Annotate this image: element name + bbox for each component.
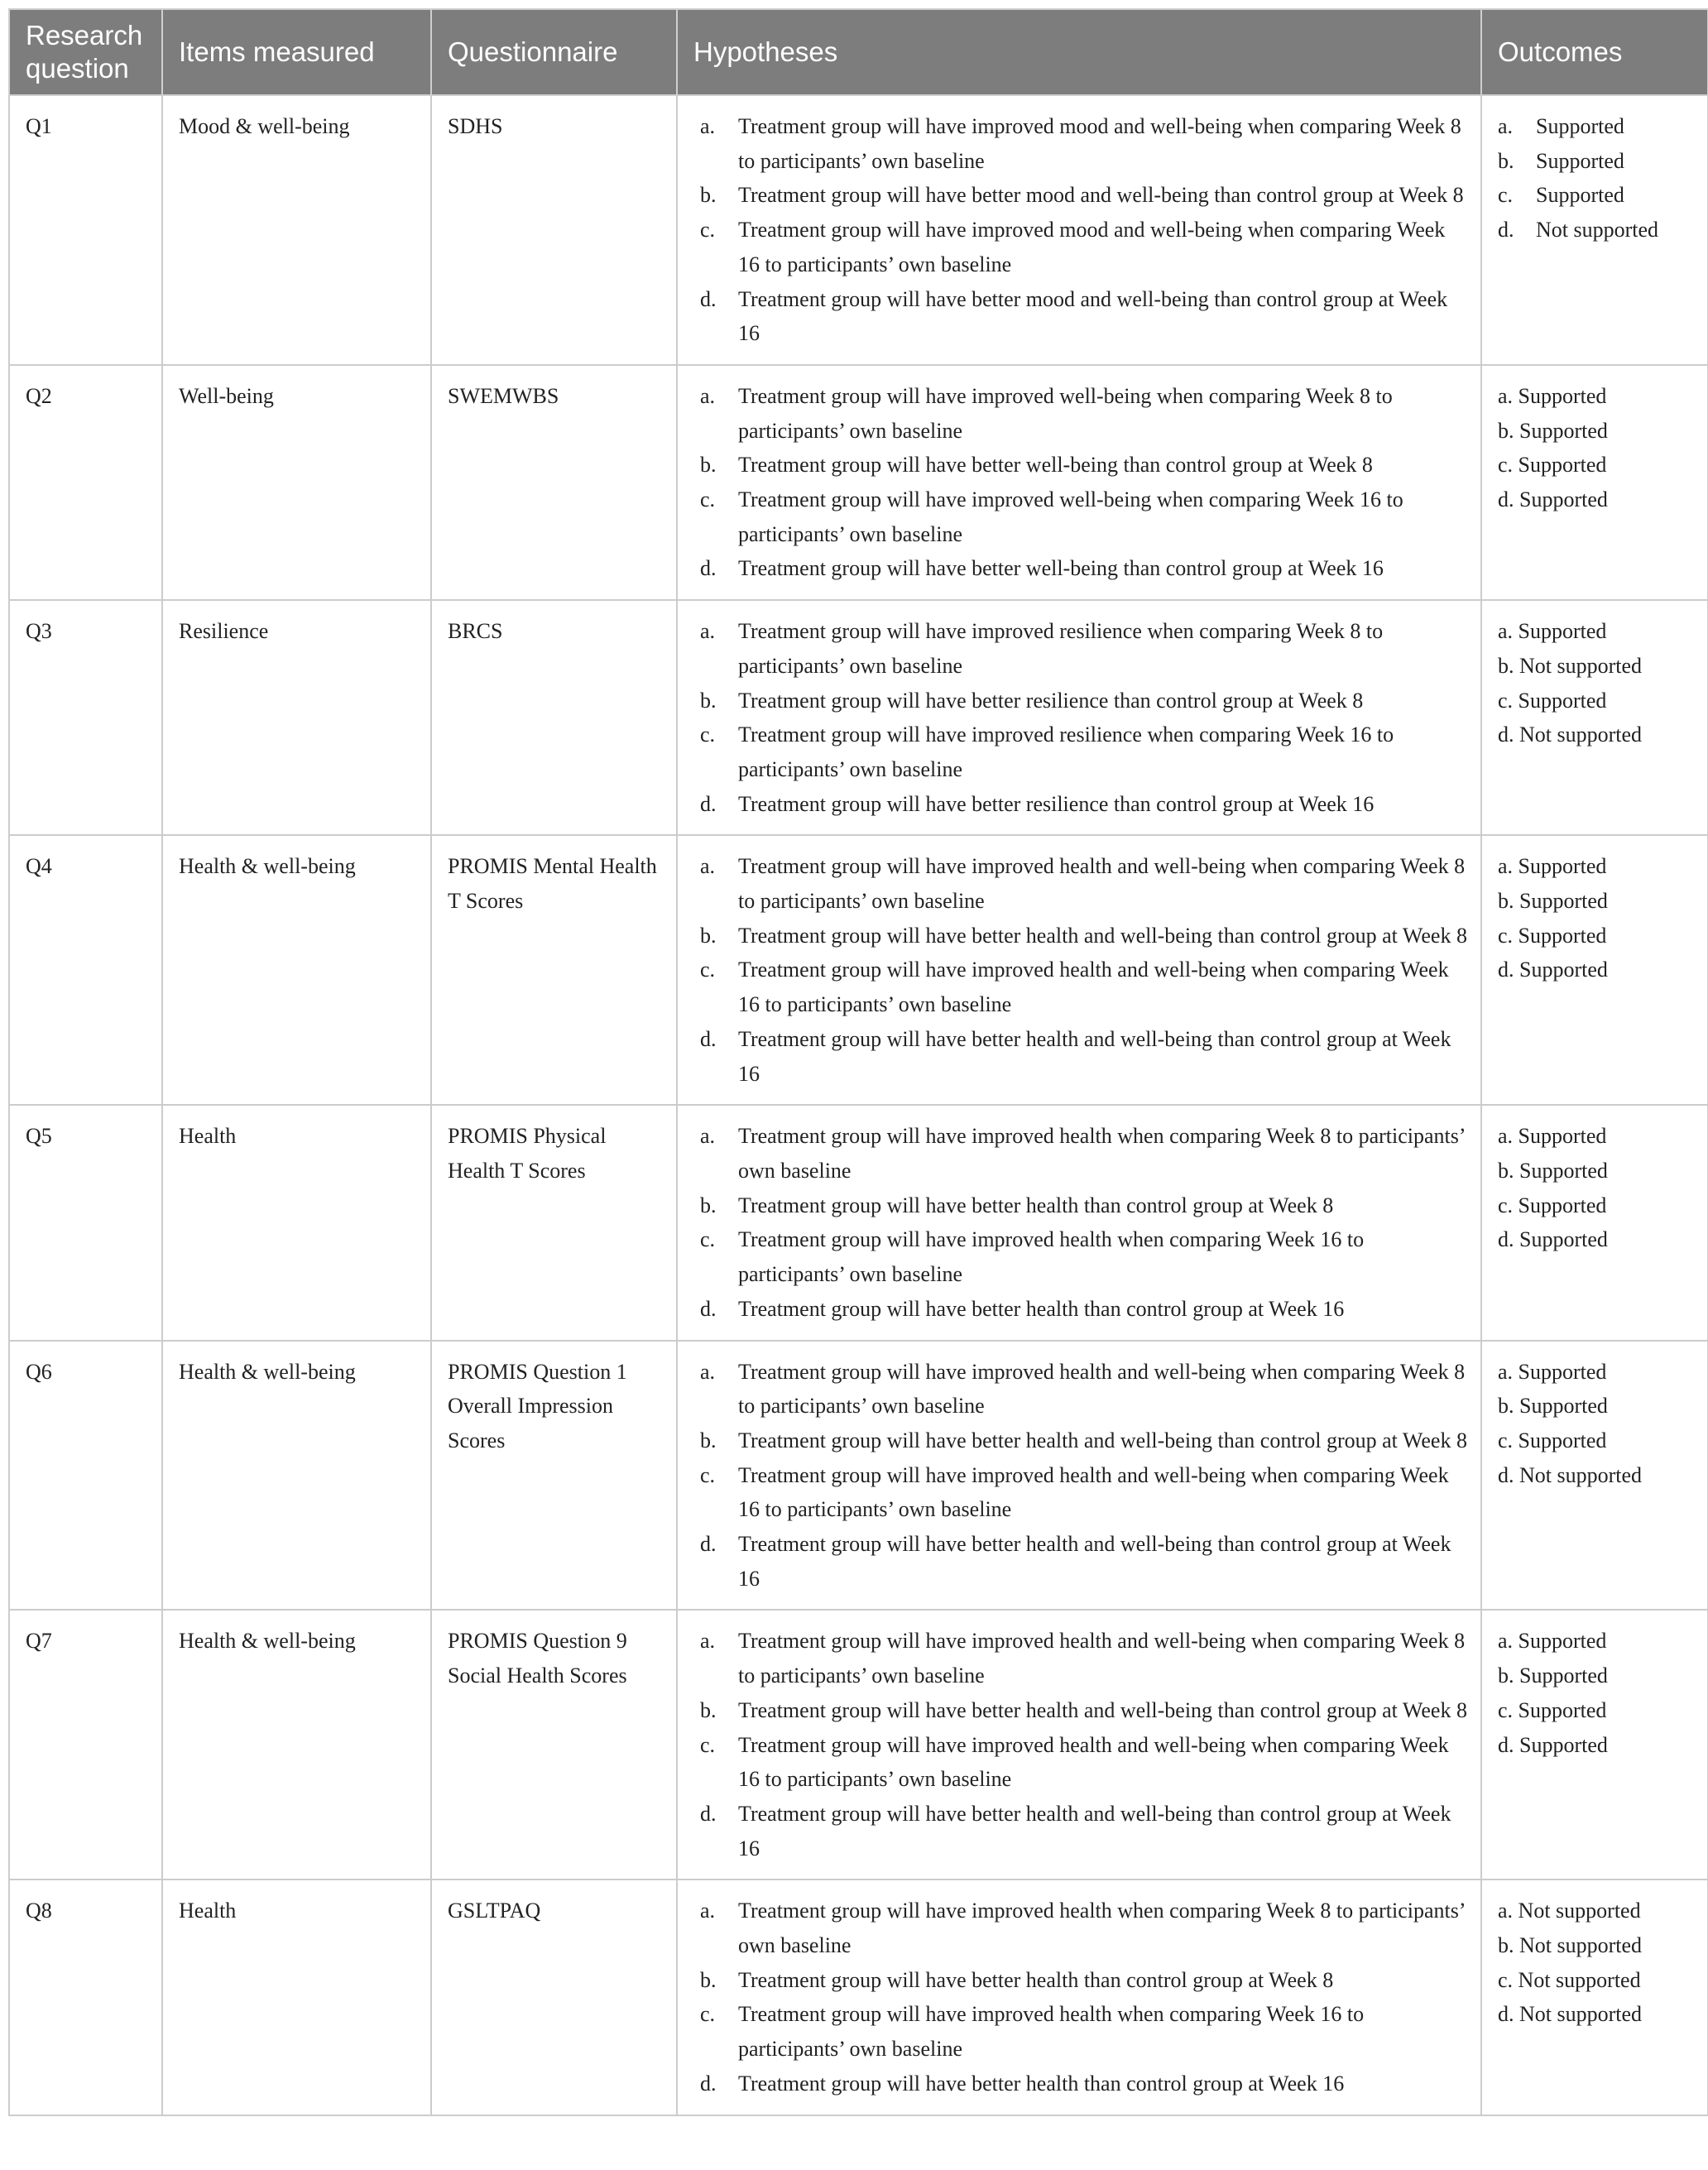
outcome-letter: a. <box>1498 1629 1514 1654</box>
hypothesis-letter: b. <box>700 1428 717 1452</box>
hypothesis-text: Treatment group will have better health than control group at Week 8 <box>738 1193 1334 1217</box>
hypothesis-letter: b. <box>700 923 717 948</box>
outcome-text: Not supported <box>1519 1462 1643 1487</box>
items-measured-cell: Health <box>162 1880 431 2115</box>
header-items-measured: Items measured <box>162 9 431 95</box>
outcome-letter: b. <box>1498 1664 1514 1688</box>
hypothesis-item <box>700 1355 1469 1423</box>
hypothesis-item <box>700 1894 1469 1962</box>
questionnaire-cell: PROMIS Physical Health T Scores <box>431 1105 677 1340</box>
outcome-letter: d. <box>1498 1227 1514 1252</box>
items-measured-cell: Mood & well-being <box>162 95 431 365</box>
table-row <box>9 95 1708 365</box>
outcome-item <box>1498 1423 1701 1458</box>
items-measured-cell: Health & well-being <box>162 835 431 1105</box>
hypothesis-text: Treatment group will have better well-being than control group at Week 16 <box>738 556 1384 581</box>
hypothesis-item <box>700 1292 1469 1327</box>
outcome-letter: c. <box>1498 1428 1514 1452</box>
outcome-text: Not supported <box>1519 723 1643 747</box>
hypothesis-text: Treatment group will have improved health and well-being when comparing Week 16 to participants’ own baseline <box>738 1732 1449 1792</box>
hypothesis-letter: b. <box>700 1967 717 1992</box>
table-row <box>9 1880 1708 2115</box>
outcome-item <box>1498 1389 1701 1423</box>
outcome-text: Supported <box>1519 418 1608 443</box>
hypothesis-letter: a. <box>700 1899 716 1923</box>
outcome-letter: d. <box>1498 218 1514 242</box>
outcome-letter: d. <box>1498 2002 1514 2027</box>
outcome-text: Supported <box>1518 1697 1607 1722</box>
outcomes-cell <box>1481 600 1708 835</box>
hypothesis-item <box>700 1693 1469 1728</box>
research-question-cell: Q1 <box>9 95 162 365</box>
hypothesis-item <box>700 684 1469 718</box>
questionnaire-cell: SWEMWBS <box>431 365 677 600</box>
hypothesis-letter: d. <box>700 1296 717 1321</box>
outcome-text: Not supported <box>1519 2002 1643 2027</box>
outcome-letter: c. <box>1498 688 1514 713</box>
hypotheses-cell <box>677 365 1481 600</box>
outcome-letter: c. <box>1498 1697 1514 1722</box>
hypothesis-item <box>700 1188 1469 1223</box>
hypothesis-text: Treatment group will have better health and well-being than control group at Week 16 <box>738 1801 1451 1860</box>
outcomes-cell <box>1481 1341 1708 1611</box>
table-row <box>9 365 1708 600</box>
hypotheses-cell <box>677 1105 1481 1340</box>
outcome-text: Supported <box>1518 1428 1607 1452</box>
outcome-letter: b. <box>1498 418 1514 443</box>
hypothesis-letter: d. <box>700 1801 717 1826</box>
outcome-letter: b. <box>1498 1933 1514 1958</box>
items-measured-cell: Well-being <box>162 365 431 600</box>
outcome-text: Supported <box>1518 453 1607 478</box>
outcomes-cell <box>1481 1880 1708 2115</box>
outcomes-cell <box>1481 365 1708 600</box>
outcome-item <box>1498 1997 1701 2032</box>
hypothesis-text: Treatment group will have better resilience than control group at Week 8 <box>738 688 1364 713</box>
hypothesis-item <box>700 849 1469 918</box>
hypothesis-item <box>700 1119 1469 1188</box>
questionnaire-cell: GSLTPAQ <box>431 1880 677 2115</box>
outcome-item <box>1498 482 1701 517</box>
outcome-letter: b. <box>1498 148 1514 173</box>
outcome-text: Supported <box>1518 383 1607 408</box>
research-question-cell: Q4 <box>9 835 162 1105</box>
header-outcomes: Outcomes <box>1481 9 1708 95</box>
research-question-cell: Q2 <box>9 365 162 600</box>
hypothesis-item <box>700 482 1469 551</box>
outcome-letter: b. <box>1498 1158 1514 1183</box>
hypotheses-cell <box>677 1880 1481 2115</box>
hypothesis-text: Treatment group will have improved well-being when comparing Week 16 to participants’ own baseline <box>738 487 1403 546</box>
outcome-text: Supported <box>1518 1193 1607 1217</box>
outcome-letter: a. <box>1498 1899 1514 1923</box>
outcome-letter: a. <box>1498 619 1514 644</box>
hypothesis-letter: a. <box>700 383 716 408</box>
hypothesis-text: Treatment group will have better health and well-being than control group at Week 16 <box>738 1532 1451 1591</box>
hypothesis-text: Treatment group will have better health than control group at Week 16 <box>738 2071 1345 2096</box>
items-measured-cell: Health & well-being <box>162 1610 431 1880</box>
hypothesis-text: Treatment group will have improved health and well-being when comparing Week 8 to participants’ own baseline <box>738 1359 1466 1419</box>
hypothesis-text: Treatment group will have improved health and well-being when comparing Week 8 to participants’ own baseline <box>738 854 1466 914</box>
hypotheses-cell <box>677 1610 1481 1880</box>
outcome-item <box>1498 109 1701 144</box>
hypothesis-letter: a. <box>700 854 716 879</box>
hypothesis-item <box>700 1797 1469 1865</box>
outcome-letter: c. <box>1498 1967 1514 1992</box>
outcome-letter: c. <box>1498 453 1514 478</box>
outcome-text: Not supported <box>1536 218 1659 242</box>
hypothesis-text: Treatment group will have improved health when comparing Week 16 to participants’ own baseline <box>738 2002 1365 2062</box>
questionnaire-cell: SDHS <box>431 95 677 365</box>
hypothesis-item <box>700 213 1469 281</box>
table-row <box>9 1610 1708 1880</box>
outcome-item <box>1498 1355 1701 1390</box>
questionnaire-cell: BRCS <box>431 600 677 835</box>
outcome-text: Supported <box>1519 1664 1608 1688</box>
hypothesis-item <box>700 1022 1469 1091</box>
hypothesis-item <box>700 1997 1469 2066</box>
hypothesis-letter: b. <box>700 453 717 478</box>
hypothesis-text: Treatment group will have improved mood and well-being when comparing Week 8 to participants’ own baseline <box>738 114 1461 173</box>
outcome-text: Supported <box>1519 1227 1608 1252</box>
hypothesis-item <box>700 1423 1469 1458</box>
outcome-text: Supported <box>1519 487 1608 512</box>
research-question-cell: Q6 <box>9 1341 162 1611</box>
hypothesis-letter: d. <box>700 1026 717 1051</box>
hypothesis-text: Treatment group will have improved health and well-being when comparing Week 8 to participants’ own baseline <box>738 1629 1466 1688</box>
outcome-item <box>1498 144 1701 179</box>
hypothesis-letter: c. <box>700 487 716 512</box>
research-question-cell: Q3 <box>9 600 162 835</box>
outcome-text: Supported <box>1536 183 1624 208</box>
outcome-letter: d. <box>1498 1732 1514 1757</box>
hypothesis-letter: d. <box>700 791 717 816</box>
hypothesis-text: Treatment group will have improved resilience when comparing Week 8 to participants’ own baseline <box>738 619 1384 678</box>
outcome-letter: c. <box>1498 183 1514 208</box>
items-measured-cell: Health <box>162 1105 431 1340</box>
hypothesis-item <box>700 551 1469 586</box>
outcome-item <box>1498 1154 1701 1188</box>
outcomes-cell <box>1481 95 1708 365</box>
items-measured-cell: Resilience <box>162 600 431 835</box>
table-body <box>9 95 1708 2115</box>
hypotheses-cell <box>677 835 1481 1105</box>
hypothesis-text: Treatment group will have better health than control group at Week 16 <box>738 1296 1345 1321</box>
header-questionnaire: Questionnaire <box>431 9 677 95</box>
hypothesis-letter: c. <box>700 723 716 747</box>
hypothesis-text: Treatment group will have improved health when comparing Week 16 to participants’ own baseline <box>738 1227 1365 1287</box>
hypothesis-text: Treatment group will have better health and well-being than control group at Week 8 <box>738 923 1467 948</box>
header-hypotheses: Hypotheses <box>677 9 1481 95</box>
hypothesis-text: Treatment group will have improved resilience when comparing Week 16 to participants’ own baseline <box>738 723 1394 781</box>
outcome-text: Supported <box>1519 1158 1608 1183</box>
hypothesis-item <box>700 614 1469 683</box>
outcome-letter: a. <box>1498 114 1514 138</box>
hypothesis-letter: d. <box>700 2071 717 2096</box>
hypothesis-letter: a. <box>700 1124 716 1149</box>
outcome-letter: d. <box>1498 958 1514 982</box>
outcome-text: Supported <box>1536 114 1624 138</box>
hypotheses-cell <box>677 600 1481 835</box>
table-row <box>9 1105 1708 1340</box>
hypothesis-letter: b. <box>700 688 717 713</box>
outcome-text: Supported <box>1518 619 1607 644</box>
outcome-text: Not supported <box>1519 653 1643 678</box>
hypothesis-letter: a. <box>700 1359 716 1384</box>
hypothesis-letter: a. <box>700 114 716 138</box>
outcome-text: Supported <box>1518 1629 1607 1654</box>
hypothesis-item <box>700 787 1469 822</box>
outcome-item <box>1498 213 1701 247</box>
outcome-item <box>1498 178 1701 213</box>
outcome-letter: d. <box>1498 723 1514 747</box>
hypothesis-item <box>700 1458 1469 1527</box>
outcome-item <box>1498 448 1701 482</box>
hypothesis-letter: b. <box>700 183 717 208</box>
outcomes-cell <box>1481 1105 1708 1340</box>
hypothesis-item <box>700 1527 1469 1596</box>
hypothesis-text: Treatment group will have improved health when comparing Week 8 to participants’ own baseline <box>738 1899 1465 1958</box>
outcomes-cell <box>1481 835 1708 1105</box>
header-row <box>9 9 1708 95</box>
questionnaire-cell: PROMIS Question 1 Overall Impression Scores <box>431 1341 677 1611</box>
questionnaire-cell: PROMIS Mental Health T Scores <box>431 835 677 1105</box>
outcome-item <box>1498 1458 1701 1493</box>
table-row <box>9 1341 1708 1611</box>
outcome-item <box>1498 379 1701 414</box>
research-question-cell: Q5 <box>9 1105 162 1340</box>
hypothesis-item <box>700 1728 1469 1797</box>
hypothesis-text: Treatment group will have better resilience than control group at Week 16 <box>738 791 1375 816</box>
outcome-item <box>1498 1659 1701 1693</box>
outcome-item <box>1498 1728 1701 1763</box>
hypothesis-letter: c. <box>700 1227 716 1252</box>
hypothesis-letter: b. <box>700 1697 717 1722</box>
outcome-item <box>1498 614 1701 649</box>
outcome-item <box>1498 649 1701 684</box>
outcome-text: Supported <box>1518 923 1607 948</box>
hypothesis-letter: b. <box>700 1193 717 1217</box>
hypothesis-text: Treatment group will have improved mood and well-being when comparing Week 16 to participants’ own baseline <box>738 218 1446 276</box>
research-question-cell: Q7 <box>9 1610 162 1880</box>
outcome-item <box>1498 1963 1701 1998</box>
outcome-text: Supported <box>1518 854 1607 879</box>
outcome-text: Supported <box>1519 889 1608 914</box>
questionnaire-cell: PROMIS Question 9 Social Health Scores <box>431 1610 677 1880</box>
outcome-text: Not supported <box>1518 1967 1641 1992</box>
outcome-item <box>1498 414 1701 449</box>
hypotheses-cell <box>677 1341 1481 1611</box>
header-research-question: Research question <box>9 9 162 95</box>
hypothesis-text: Treatment group will have improved well-being when comparing Week 8 to participants’ own baseline <box>738 383 1393 443</box>
outcome-item <box>1498 718 1701 752</box>
outcome-letter: d. <box>1498 487 1514 512</box>
hypothesis-letter: c. <box>700 958 716 982</box>
outcome-letter: a. <box>1498 1124 1514 1149</box>
hypothesis-letter: d. <box>700 1532 717 1557</box>
hypotheses-table <box>8 8 1708 2116</box>
outcome-text: Supported <box>1518 1124 1607 1149</box>
hypothesis-item <box>700 1963 1469 1998</box>
hypothesis-letter: c. <box>700 218 716 242</box>
outcome-text: Supported <box>1519 958 1608 982</box>
outcome-item <box>1498 1188 1701 1223</box>
hypothesis-text: Treatment group will have better health and well-being than control group at Week 8 <box>738 1697 1467 1722</box>
hypothesis-item <box>700 953 1469 1021</box>
hypothesis-item <box>700 1222 1469 1291</box>
hypothesis-letter: c. <box>700 1462 716 1487</box>
hypothesis-item <box>700 282 1469 351</box>
hypothesis-text: Treatment group will have better health and well-being than control group at Week 8 <box>738 1428 1467 1452</box>
outcome-text: Supported <box>1518 688 1607 713</box>
hypothesis-item <box>700 379 1469 448</box>
hypothesis-item <box>700 109 1469 178</box>
outcome-item <box>1498 1693 1701 1728</box>
outcome-letter: d. <box>1498 1462 1514 1487</box>
outcome-text: Supported <box>1536 148 1624 173</box>
outcome-item <box>1498 919 1701 953</box>
outcome-letter: a. <box>1498 1359 1514 1384</box>
outcome-item <box>1498 1624 1701 1659</box>
hypothesis-item <box>700 718 1469 786</box>
outcome-item <box>1498 1928 1701 1963</box>
hypothesis-letter: a. <box>700 1629 716 1654</box>
hypothesis-text: Treatment group will have improved health when comparing Week 8 to participants’ own baseline <box>738 1124 1465 1183</box>
hypothesis-letter: d. <box>700 556 717 581</box>
hypothesis-letter: a. <box>700 619 716 644</box>
items-measured-cell: Health & well-being <box>162 1341 431 1611</box>
outcome-letter: b. <box>1498 653 1514 678</box>
outcome-item <box>1498 884 1701 919</box>
outcome-letter: c. <box>1498 923 1514 948</box>
hypothesis-text: Treatment group will have better health and well-being than control group at Week 16 <box>738 1026 1451 1086</box>
table-row <box>9 600 1708 835</box>
outcome-letter: c. <box>1498 1193 1514 1217</box>
outcome-letter: a. <box>1498 854 1514 879</box>
hypothesis-item <box>700 919 1469 953</box>
outcome-item <box>1498 684 1701 718</box>
hypothesis-text: Treatment group will have improved health and well-being when comparing Week 16 to participants’ own baseline <box>738 1462 1449 1522</box>
hypothesis-text: Treatment group will have better mood and well-being than control group at Week 16 <box>738 286 1448 346</box>
outcome-text: Supported <box>1519 1732 1608 1757</box>
outcome-letter: a. <box>1498 383 1514 408</box>
hypothesis-item <box>700 2067 1469 2101</box>
outcome-item <box>1498 849 1701 884</box>
hypothesis-letter: c. <box>700 2002 716 2027</box>
outcome-item <box>1498 1222 1701 1257</box>
hypothesis-item <box>700 448 1469 482</box>
outcome-letter: b. <box>1498 889 1514 914</box>
outcome-text: Supported <box>1519 1394 1608 1419</box>
hypotheses-cell <box>677 95 1481 365</box>
outcome-item <box>1498 1894 1701 1928</box>
outcomes-cell <box>1481 1610 1708 1880</box>
outcome-letter: b. <box>1498 1394 1514 1419</box>
hypothesis-text: Treatment group will have improved health and well-being when comparing Week 16 to participants’ own baseline <box>738 958 1449 1017</box>
research-question-cell: Q8 <box>9 1880 162 2115</box>
hypothesis-text: Treatment group will have better mood and well-being than control group at Week 8 <box>738 183 1464 208</box>
hypothesis-letter: c. <box>700 1732 716 1757</box>
hypothesis-item <box>700 178 1469 213</box>
outcome-text: Not supported <box>1519 1933 1643 1958</box>
hypothesis-text: Treatment group will have better health than control group at Week 8 <box>738 1967 1334 1992</box>
outcome-item <box>1498 1119 1701 1154</box>
hypothesis-letter: d. <box>700 286 717 311</box>
hypothesis-item <box>700 1624 1469 1692</box>
outcome-text: Not supported <box>1518 1899 1641 1923</box>
outcome-item <box>1498 953 1701 987</box>
outcome-text: Supported <box>1518 1359 1607 1384</box>
table-row <box>9 835 1708 1105</box>
hypothesis-text: Treatment group will have better well-being than control group at Week 8 <box>738 453 1373 478</box>
